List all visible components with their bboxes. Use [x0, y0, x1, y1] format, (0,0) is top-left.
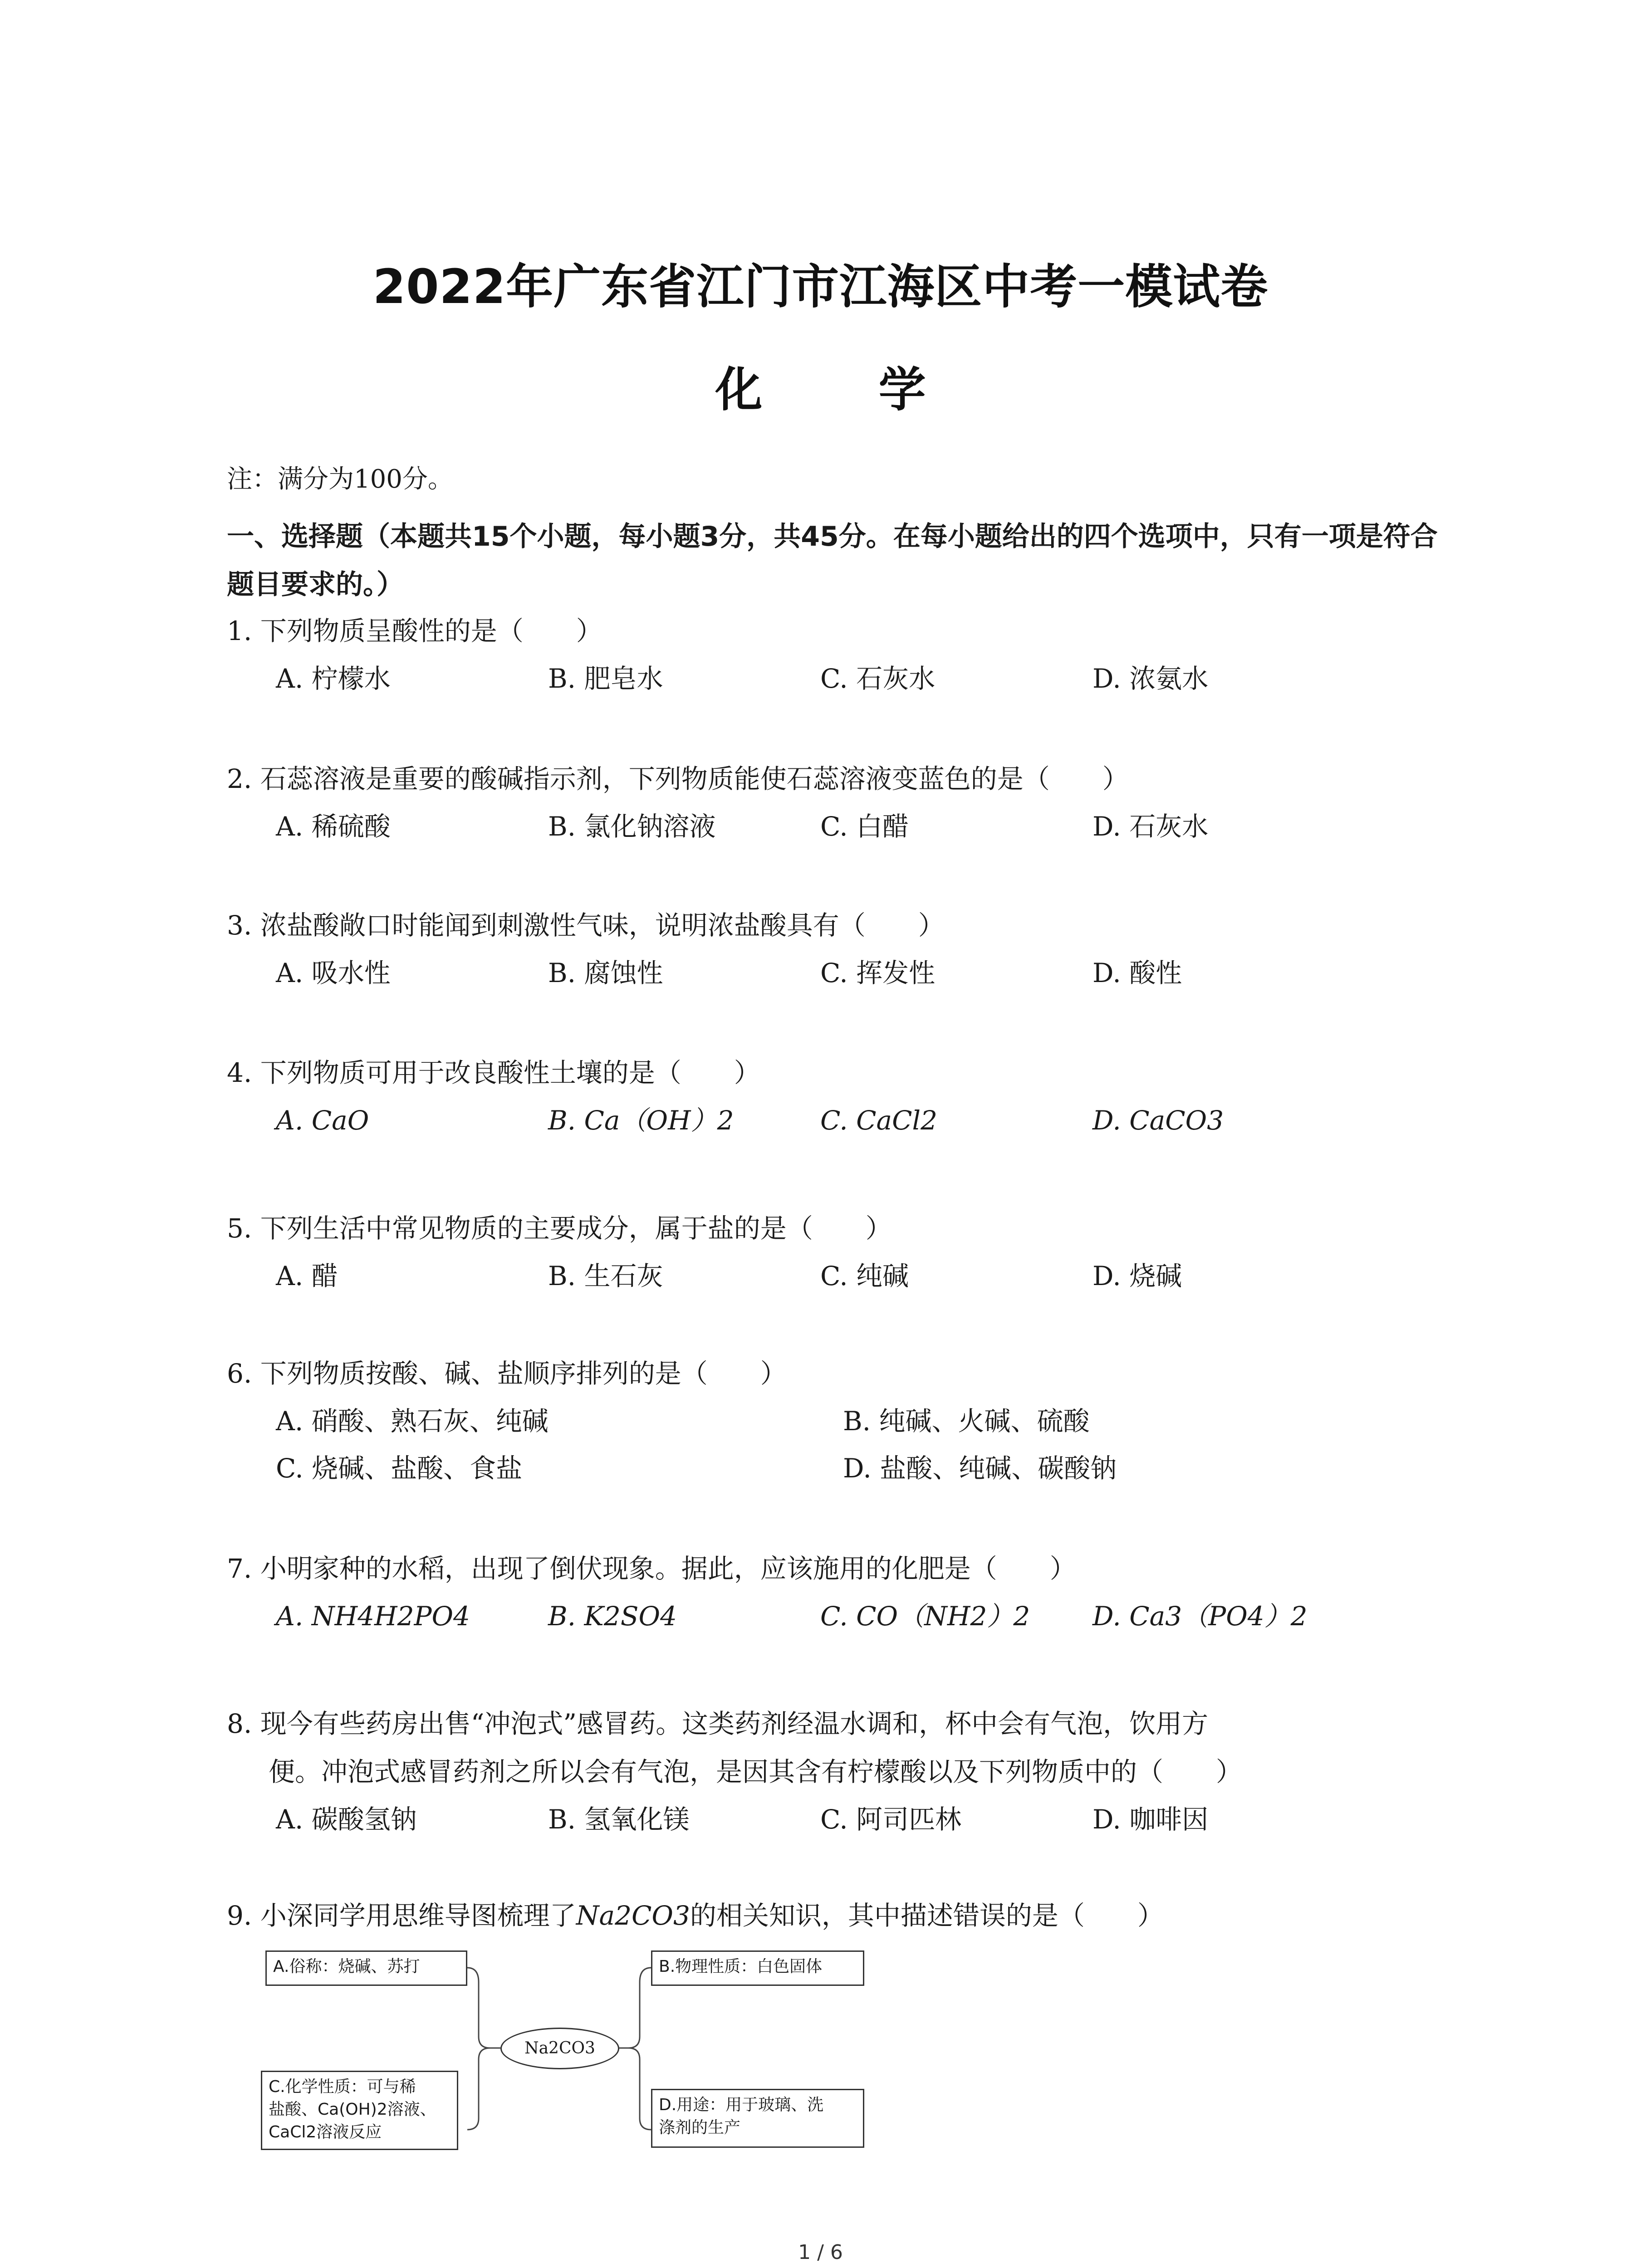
question-stem: 5. 下列生活中常见物质的主要成分，属于盐的是（ ）	[227, 1213, 892, 1244]
option-b[interactable]: B. Ca（OH）2	[548, 1105, 734, 1136]
option-a[interactable]: A. 稀硫酸	[276, 811, 391, 842]
option-c[interactable]: C. CO（NH2）2	[820, 1601, 1030, 1632]
box-a-common-name: A.俗称：烧碱、苏打	[265, 1950, 467, 1986]
question-6	[227, 1349, 1117, 1492]
box-line: C.化学性质：可与稀	[269, 2077, 416, 2096]
question-stem: 2. 石蕊溶液是重要的酸碱指示剂，下列物质能使石蕊溶液变蓝色的是（ ）	[227, 763, 1129, 794]
option-c[interactable]: C. 烧碱、盐酸、食盐	[276, 1453, 523, 1484]
question-stem-continued: 便。冲泡式感冒药剂之所以会有气泡，是因其含有柠檬酸以及下列物质中的（ ）	[269, 1756, 1243, 1787]
option-a[interactable]: A. NH4H2PO4	[276, 1601, 470, 1632]
options-row	[227, 1593, 1308, 1640]
question-stem: 8. 现今有些药房出售“冲泡式”感冒药。这类药剂经温水调和，杯中会有气泡，饮用方	[227, 1708, 1209, 1739]
question-8	[227, 1700, 1242, 1843]
question-9	[227, 1892, 1164, 1940]
box-d-uses	[651, 2089, 864, 2148]
option-c[interactable]: C. 石灰水	[820, 663, 936, 694]
question-7	[227, 1545, 1308, 1640]
option-c[interactable]: C. 纯碱	[820, 1261, 909, 1291]
options-row	[227, 1796, 1242, 1843]
box-line: 盐酸、Ca(OH)2溶液、	[269, 2100, 436, 2119]
option-b[interactable]: B. 生石灰	[548, 1261, 663, 1291]
center-node-na2co3: Na2CO3	[500, 2028, 619, 2069]
question-4	[227, 1049, 1224, 1144]
option-b[interactable]: B. 纯碱、火碱、硫酸	[843, 1406, 1090, 1437]
question-3	[227, 901, 1182, 997]
question-stem: 4. 下列物质可用于改良酸性土壤的是（ ）	[227, 1057, 760, 1088]
formula-na2co3: Na2CO3	[576, 1900, 690, 1931]
score-note: 注：满分为100分。	[227, 464, 453, 494]
option-a[interactable]: A. 吸水性	[276, 958, 391, 988]
stem-part: 9. 小深同学用思维导图梳理了	[227, 1900, 576, 1931]
option-c[interactable]: C. CaCl2	[820, 1105, 937, 1136]
option-b[interactable]: B. 腐蚀性	[548, 958, 663, 988]
page-number: 1 / 6	[798, 2241, 843, 2264]
box-line: 涤剂的生产	[659, 2118, 741, 2137]
exam-title: 2022年广东省江门市江海区中考一模试卷	[372, 259, 1269, 314]
option-a[interactable]: A. 硝酸、熟石灰、纯碱	[276, 1406, 549, 1437]
question-stem	[227, 1892, 1164, 1940]
options-row	[227, 655, 1209, 702]
question-stem: 7. 小明家种的水稻，出现了倒伏现象。据此，应该施用的化肥是（ ）	[227, 1553, 1076, 1584]
option-b[interactable]: B. 氢氧化镁	[548, 1804, 690, 1835]
option-d[interactable]: D. 酸性	[1092, 958, 1182, 988]
question-5	[227, 1204, 1182, 1300]
option-d[interactable]: D. 盐酸、纯碱、碳酸钠	[843, 1453, 1117, 1484]
option-a[interactable]: A. 醋	[276, 1261, 338, 1291]
option-a[interactable]: A. 柠檬水	[276, 663, 391, 694]
box-line: CaCl2溶液反应	[269, 2123, 382, 2141]
option-d[interactable]: D. 浓氨水	[1092, 663, 1209, 694]
options-row	[227, 803, 1209, 850]
box-line: D.用途：用于玻璃、洗	[659, 2096, 824, 2114]
option-c[interactable]: C. 阿司匹林	[820, 1804, 962, 1835]
option-a[interactable]: A. 碳酸氢钠	[276, 1804, 417, 1835]
option-c[interactable]: C. 挥发性	[820, 958, 936, 988]
option-d[interactable]: D. 石灰水	[1092, 811, 1209, 842]
options-row	[227, 949, 1182, 997]
options-row	[227, 1252, 1182, 1300]
option-b[interactable]: B. 氯化钠溶液	[548, 811, 716, 842]
mind-map-figure	[261, 1946, 878, 2164]
box-b-physical-property: B.物理性质：白色固体	[651, 1950, 864, 1986]
question-stem: 6. 下列物质按酸、碱、盐顺序排列的是（ ）	[227, 1358, 787, 1389]
options-row	[227, 1398, 1090, 1445]
stem-part: 的相关知识，其中描述错误的是（ ）	[690, 1900, 1164, 1931]
box-c-chemical-property	[261, 2071, 458, 2150]
option-a[interactable]: A. CaO	[276, 1105, 369, 1136]
options-row	[227, 1097, 1224, 1144]
section-heading: 一、选择题（本题共15个小题，每小题3分，共45分。在每小题给出的四个选项中，只有一项是符合题目要求的。）	[227, 521, 1438, 601]
option-c[interactable]: C. 白醋	[820, 811, 909, 842]
question-1	[227, 607, 1209, 702]
subject-title: 化 学	[715, 362, 976, 417]
question-2	[227, 755, 1209, 850]
option-d[interactable]: D. CaCO3	[1092, 1105, 1224, 1136]
option-d[interactable]: D. 烧碱	[1092, 1261, 1182, 1291]
option-b[interactable]: B. K2SO4	[548, 1601, 677, 1632]
question-stem: 3. 浓盐酸敞口时能闻到刺激性气味，说明浓盐酸具有（ ）	[227, 910, 945, 941]
option-b[interactable]: B. 肥皂水	[548, 663, 663, 694]
option-d[interactable]: D. 咖啡因	[1092, 1804, 1209, 1835]
option-d[interactable]: D. Ca3（PO4）2	[1092, 1601, 1308, 1632]
options-row	[227, 1445, 1117, 1492]
question-stem: 1. 下列物质呈酸性的是（ ）	[227, 616, 603, 646]
